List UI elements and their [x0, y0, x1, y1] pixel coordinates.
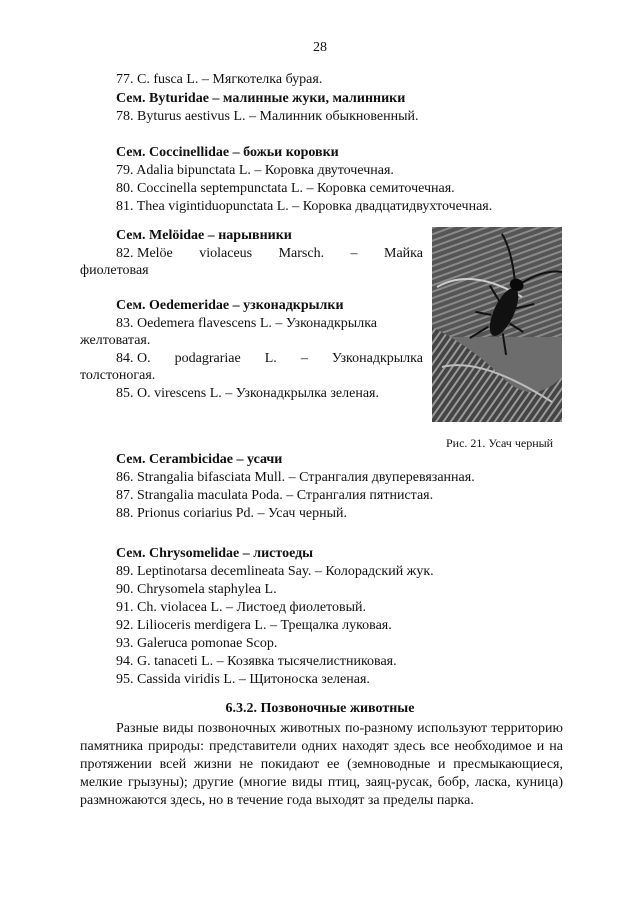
- family-heading-cerambicidae: Сем. Cerambicidae – усачи: [116, 452, 283, 467]
- species-82-word: violaceus: [199, 246, 253, 261]
- species-88: 88. Prionus coriarius Pd. – Усач черный.: [116, 506, 348, 521]
- family-heading-oedemeridae: Сем. Oedemeridae – узконадкрылки: [116, 298, 344, 313]
- family-heading-chrysomelidae: Сем. Chrysomelidae – листоеды: [116, 546, 314, 561]
- species-87: 87. Strangalia maculata Poda. – Странгалия пятнистая.: [116, 488, 434, 503]
- species-79: 79. Adalia bipunctata L. – Коровка двуточечная.: [116, 163, 394, 178]
- species-82-word: Майка: [384, 246, 423, 261]
- species-84: [80, 350, 423, 384]
- species-82-word: Marsch.: [278, 246, 325, 261]
- species-82-word: –: [350, 246, 358, 261]
- species-84-word: –: [300, 351, 308, 366]
- species-95: 95. Cassida viridis L. – Щитоноска зеленая.: [116, 672, 370, 687]
- species-78: 78. Byturus aestivus L. – Малинник обыкновенный.: [116, 109, 419, 124]
- page-number: 28: [313, 40, 327, 55]
- species-86: 86. Strangalia bifasciata Mull. – Странгалия двуперевязанная.: [116, 470, 475, 485]
- family-heading-coccinellidae: Сем. Coccinellidae – божьи коровки: [116, 145, 339, 160]
- species-93: 93. Galeruca pomonae Scop.: [116, 636, 278, 651]
- family-heading-meloidae: Сем. Melöidae – нарывники: [116, 228, 292, 243]
- species-83-continuation: желтоватая.: [80, 333, 151, 348]
- figure-caption: Рис. 21. Усач черный: [446, 436, 554, 450]
- species-82: [80, 245, 423, 279]
- species-83: [80, 315, 423, 349]
- species-94: 94. G. tanaceti L. – Козявка тысячелистниковая.: [116, 654, 397, 669]
- species-92: 92. Lilioceris merdigera L. – Трещалка луковая.: [116, 618, 392, 633]
- beetle-photo: [432, 227, 562, 422]
- species-84-continuation: толстоногая.: [80, 368, 156, 383]
- species-84-word: podagrariae: [174, 351, 241, 366]
- family-heading-byturidae: Сем. Byturidae – малинные жуки, малинники: [116, 91, 406, 106]
- species-85: 85. O. virescens L. – Узконадкрылка зеленая.: [116, 386, 379, 401]
- species-80: 80. Coccinella septempunctata L. – Коровка семиточечная.: [116, 181, 455, 196]
- section-title: 6.3.2. Позвоночные животные: [225, 701, 415, 716]
- species-81: 81. Thea vigintiduopunctata L. – Коровка двадцатидвухточечная.: [116, 199, 493, 214]
- species-84-word: 84. O.: [116, 351, 151, 366]
- section-paragraph: Разные виды позвоночных животных по-разному используют территорию памятника природы: представители одних находят здесь все необходимое и на протяжении всей жизни не покидают ее (земноводные и пресмыкающиеся, мелкие грызуны); другие (многие виды птиц, заяц-русак, бобр, ласка, куница) размножаются здесь, но в течение года выходят за пределы парка.: [80, 721, 563, 808]
- species-82-continuation: фиолетовая: [80, 263, 149, 278]
- species-77: 77. C. fusca L. – Мягкотелка бурая.: [116, 72, 323, 87]
- species-84-word: L.: [264, 351, 277, 366]
- species-90: 90. Chrysomela staphylea L.: [116, 582, 277, 597]
- species-82-word: 82. Melöe: [116, 246, 173, 261]
- species-84-word: Узконадкрылка: [331, 351, 423, 366]
- species-91: 91. Ch. violacea L. – Листоед фиолетовый.: [116, 600, 367, 615]
- species-89: 89. Leptinotarsa decemlineata Say. – Колорадский жук.: [116, 564, 434, 579]
- species-83-first-line: 83. Oedemera flavescens L. – Узконадкрылка: [116, 316, 378, 331]
